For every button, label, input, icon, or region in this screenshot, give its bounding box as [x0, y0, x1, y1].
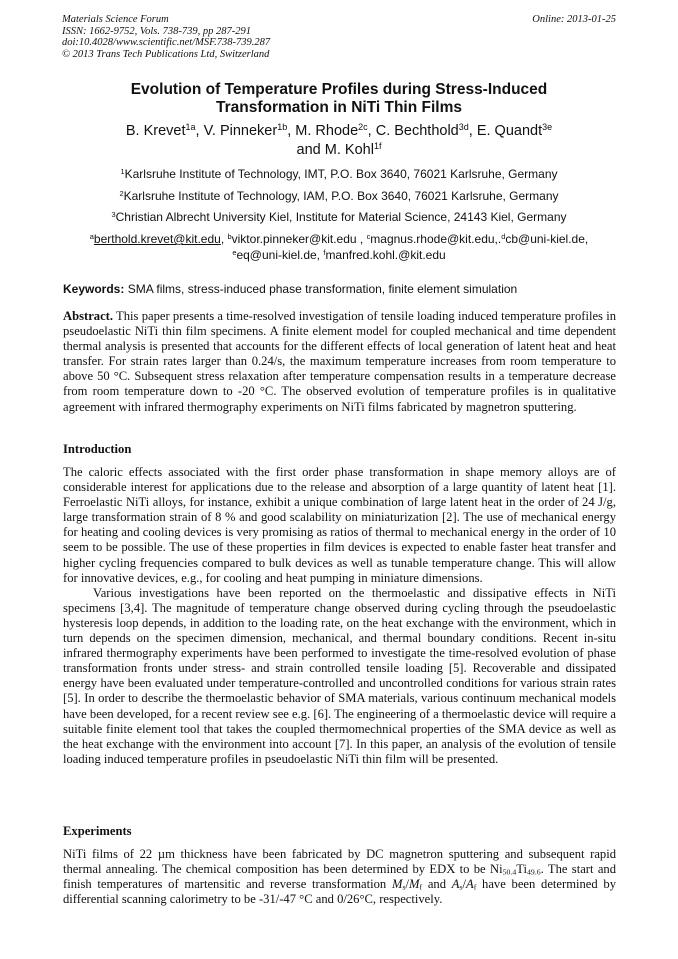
- affiliation-2: [60, 189, 618, 203]
- abstract-text: This paper presents a time-resolved investigation of tensile loading induced temperature profiles in pseudoelastic NiTi thin film specimens. A finite element model for coupled mechanical and time dependent thermal analysis is presented that accounts for the different effects of local generation of latent heat and heat transfer. For strain rates larger than 0.24/s, the maximum temperature increases from room temperature to above 50 °C. Subsequent stress relaxation after temperature compensation results in a temperature decrease from room temperature down to -20 °C. The observed evolution of temperature profiles is in qualitative agreement with infrared thermography experiments on NiTi films fabricated by magnetron sputtering.: [63, 309, 617, 414]
- email-sup: c: [366, 231, 371, 241]
- author-emails: [60, 231, 618, 263]
- paper-title: [60, 81, 618, 117]
- symbol: A: [465, 877, 474, 892]
- experiments-paragraph: [63, 847, 616, 907]
- email-sup: b: [227, 231, 232, 241]
- email-b: viktor.pinneker@kit.edu ,: [231, 232, 364, 246]
- email-line-1: $^a$berthold.krevet@kit.edu, $^b$viktor.pinneker@kit.edu , $^c$magnus.rhode@kit.edu,.$^d$cb@uni-kiel.de,: [89, 231, 589, 246]
- author-name: C. Bechthold: [375, 123, 459, 139]
- introduction-section: [63, 465, 616, 767]
- author-sup: 1a: [185, 122, 196, 133]
- affiliation-3: [60, 210, 618, 224]
- author-sup: 1f: [373, 141, 382, 152]
- email-line-2: [60, 247, 618, 263]
- symbol-sub: f: [419, 882, 423, 892]
- author-list: [60, 122, 618, 160]
- composition-sub: 50.4: [502, 867, 517, 877]
- experiments-text: NiTi films of 22 µm thickness have been fabricated by DC magnetron sputtering and subsequent rapid thermal annealing. The chemical composition has been determined by EDX to be Ni: [63, 847, 616, 877]
- email-link-a[interactable]: berthold.krevet@kit.edu: [93, 232, 221, 246]
- abstract-section: [63, 309, 616, 415]
- author-sup: 3d: [458, 122, 469, 133]
- abstract-label: Abstract.: [63, 309, 114, 323]
- title-line-1: Evolution of Temperature Profiles during Stress-Induced: [130, 81, 548, 98]
- symbol: A: [451, 877, 460, 892]
- symbol-sub: f: [473, 882, 477, 892]
- experiments-section: [63, 847, 616, 907]
- author-name: E. Quandt: [476, 123, 543, 139]
- email-d: cb@uni-kiel.de,: [505, 232, 589, 246]
- author-name: M. Kohl: [324, 142, 374, 158]
- affiliation-text: Karlsruhe Institute of Technology, IMT, P.O. Box 3640, 76021 Karlsruhe, Germany: [124, 167, 558, 181]
- abstract-paragraph: [63, 309, 616, 415]
- email-sup: d: [501, 231, 506, 241]
- symbol: M: [391, 877, 403, 892]
- symbol-sub: s: [459, 882, 463, 892]
- doi-line: doi:10.4028/www.scientific.net/MSF.738-739.287: [62, 37, 271, 48]
- journal-header: [62, 14, 616, 60]
- introduction-paragraph-2: Various investigations have been reported on the thermoelastic and dissipative effects in NiTi specimens [3,4]. The magnitude of temperature change observed during cycling through the pseudoelastic hysteresis loop depends, in addition to the loading rate, on the heat exchange with the environment, which in turn depends on the specimen dimension, mechanical, and thermal boundary conditions. Recent in-situ infrared thermography experiments have been performed to investigate the time-resolved evolution of phase transformation fronts under stress- and strain controlled tensile loading [5]. Recoverable and dissipated energy have been evaluated under temperature-controlled and uncontrolled conditions for various strain rates [5]. In order to describe the thermoelastic behavior of SMA materials, various continuum mechanical models have been developed, for a recent review see e.g. [6]. The engineering of a thermoelastic device will require a suitable finite element tool that takes the coupled thermomechnical properties of the SMA device as well as the heat exchange with the environment into account [7]. In this paper, an analysis of the evolution of tensile loading induced temperature profiles in pseudoelastic NiTi thin film will be presented.: [63, 585, 616, 766]
- experiments-text: have been determined by differential scanning calorimetry to be -31/-47 °C and 0/26°C, respectively.: [63, 877, 616, 907]
- email-sup: a: [89, 231, 94, 241]
- email-sup: f: [323, 247, 326, 257]
- author-sup: 2c: [358, 122, 368, 133]
- experiments-text: Ti: [516, 862, 527, 877]
- introduction-heading: Introduction: [63, 442, 132, 456]
- introduction-paragraph-1: The caloric effects associated with the first order phase transformation in shape memory alloys are of considerable interest for applications due to the release and absorption of a large quantity of latent heat [1]. Ferroelastic NiTi alloys, for instance, exhibit a unique combination of large latent heat in the order of 24 J/g, large transformation strain of 8 % and good scalability on miniaturization [2]. The use of mechanical energy for heating and cooling devices is very promising as ratios of thermal to mechanical energy in the order of 10 seem to be possible. The use of these properties in film devices is expected to enable faster heat transfer and higher cycling frequencies compared to bulk devices as well as tunable temperature change. This will allow for innovative devices, e.g., for cooling and heat pumping in miniature dimensions.: [63, 465, 616, 585]
- affiliation-text: Karlsruhe Institute of Technology, IAM, P.O. Box 3640, 76021 Karlsruhe, Germany: [123, 189, 559, 203]
- online-date: Online: 2013-01-25: [532, 14, 616, 25]
- keywords-text: SMA films, stress-induced phase transformation, finite element simulation: [127, 282, 518, 296]
- affiliation-sup: 3: [111, 209, 116, 219]
- experiments-heading: Experiments: [63, 824, 132, 838]
- author-name: V. Pinneker: [203, 123, 278, 139]
- title-line-2: Transformation in NiTi Thin Films: [215, 99, 462, 116]
- email-sup: e: [232, 247, 237, 257]
- symbol-sub: s: [402, 882, 406, 892]
- affiliation-sup: 1: [120, 166, 125, 176]
- email-f: manfred.kohl.@kit.edu: [325, 248, 446, 262]
- email-e: eq@uni-kiel.de,: [236, 248, 321, 262]
- author-sup: 1b: [277, 122, 288, 133]
- issn-line: ISSN: 1662-9752, Vols. 738-739, pp 287-291: [62, 25, 251, 37]
- symbol-separator: /: [405, 877, 409, 892]
- keywords-line: [63, 282, 618, 296]
- email-c: magnus.rhode@kit.edu,.: [370, 232, 502, 246]
- experiments-text: and: [422, 877, 452, 892]
- keywords-label: Keywords:: [63, 282, 125, 296]
- author-conjunction: and: [296, 142, 321, 158]
- author-sup: 3e: [542, 122, 553, 133]
- author-line-1: B. Krevet$^{1a}$, V. Pinneker$^{1b}$, M. Rhode$^{2c}$, C. Bechthold$^{3d}$, E. Quandt$^{3e}$: [125, 122, 553, 139]
- affiliation-sup: 2: [119, 188, 124, 198]
- composition-sub: 49.6: [526, 867, 541, 877]
- symbol: M: [408, 877, 420, 892]
- affiliation-text: Christian Albrecht University Kiel, Institute for Material Science, 24143 Kiel, Germany: [115, 210, 567, 224]
- copyright-line: © 2013 Trans Tech Publications Ltd, Switzerland: [62, 48, 270, 60]
- author-name: B. Krevet: [125, 123, 186, 139]
- symbol-separator: /: [462, 877, 466, 892]
- experiments-text: . The start and finish temperatures of martensitic and reverse transformation: [63, 862, 616, 892]
- author-name: M. Rhode: [295, 123, 359, 139]
- journal-name: Materials Science Forum: [62, 14, 169, 25]
- affiliation-1: [60, 167, 618, 181]
- author-line-2: [60, 141, 618, 160]
